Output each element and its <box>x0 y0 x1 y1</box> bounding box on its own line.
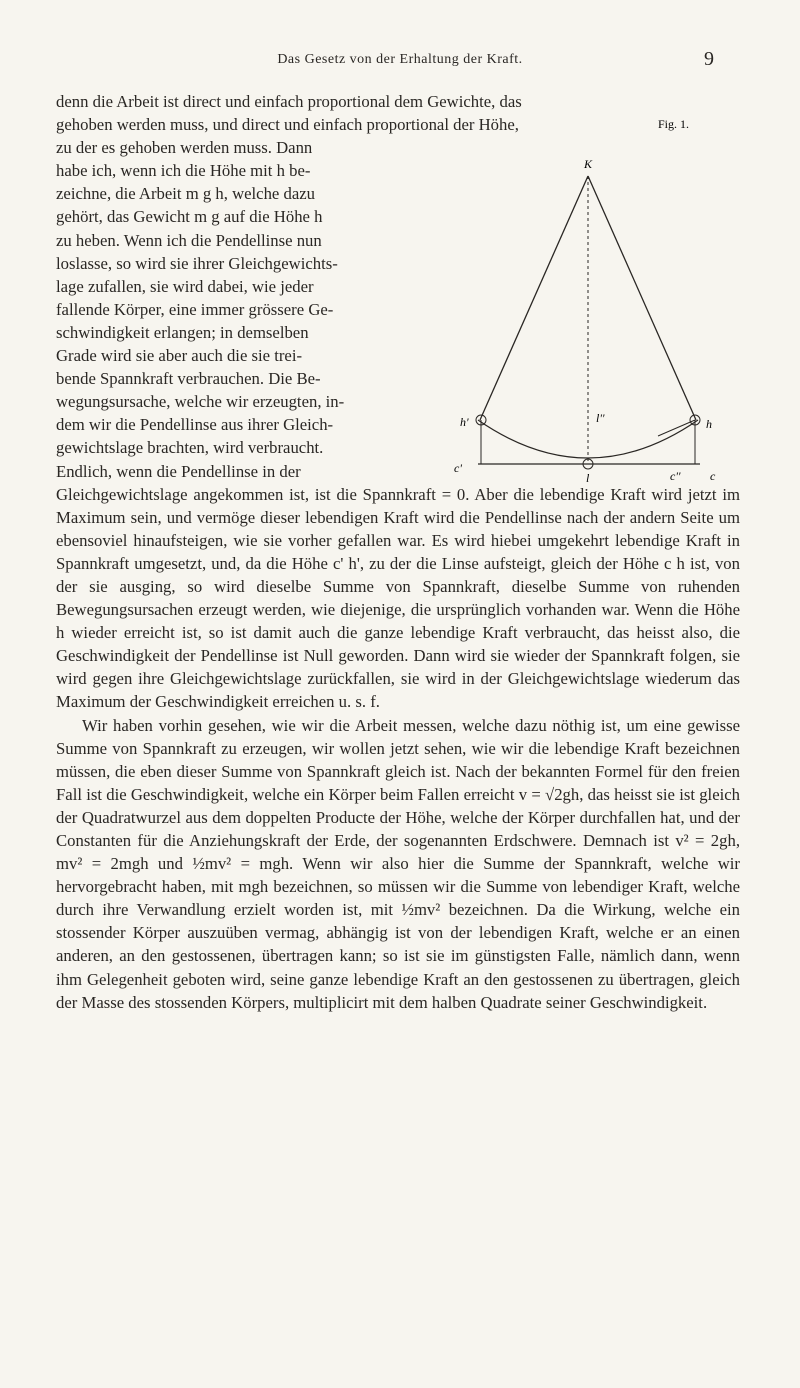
text-line: habe ich, wenn ich die Höhe mit h be- <box>56 161 311 181</box>
text-line: gehört, das Gewicht m g auf die Höhe h <box>56 207 323 227</box>
figure-caption: Fig. 1. <box>658 117 690 131</box>
text-line: loslasse, so wird sie ihrer Gleichgewichts- <box>56 253 338 273</box>
label-h: h <box>706 417 712 431</box>
pendulum-figure <box>448 117 748 508</box>
running-head <box>0 48 800 72</box>
pendulum-diagram <box>448 117 748 508</box>
text-line: denn die Arbeit ist direct und einfach proportional dem Gewichte, das <box>56 92 522 111</box>
paragraph-continuation: Gleichgewichtslage angekommen ist, ist die Spannkraft = 0. Aber die lebendige Kraft wird jetzt im Maximum sein, und vermöge dieser lebendigen Kraft wird die Pendellinse nach der andern Seite um ebensoviel hinaufsteigen, wie sie vorher gefallen war. Es wird hiebei umgekehrt lebendige Kraft in Spannkraft umgesetzt, und, da die Höhe c' h', zu der die Linse aufsteigt, gleich der Höhe c h ist, von der sie ausging, so wird dieselbe Summe von Spannkraft, dieselbe Summe von ruhenden Bewegungsursachen erzeugt werden, wie diejenige, die ursprünglich vorhanden war. Wenn die Höhe h wieder erreicht ist, so ist damit auch die ganze lebendige Kraft verbraucht, das heisst also, die Geschwindigkeit der Pendellinse ist Null geworden. Dann wird sie wieder der Spannkraft folgen, sie wird gegen ihre Gleichgewichtslage zurückfallen, sie wird in der Gleichgewichtslage wiederum das Maximum der Geschwindigkeit erreichen u. s. f. <box>56 484 740 712</box>
label-c-double-prime: c'' <box>670 469 681 483</box>
pendulum-string-right <box>588 176 696 420</box>
label-k: K <box>584 157 593 171</box>
text-line: bende Spannkraft verbrauchen. Die Be- <box>56 369 321 389</box>
text-line: lage zufallen, sie wird dabei, wie jeder <box>56 276 314 296</box>
label-l-double-prime: l'' <box>596 411 605 425</box>
text-line: Endlich, wenn die Pendellinse in der <box>56 461 301 481</box>
text-line: zu der es gehoben werden muss. Dann <box>56 138 313 158</box>
text-line: dem wir die Pendellinse aus ihrer Gleich- <box>56 415 334 435</box>
label-h-prime: h' <box>460 415 469 429</box>
label-c-prime: c' <box>454 461 462 475</box>
text-line: schwindigkeit erlangen; in demselben <box>56 322 309 342</box>
pendulum-string-left <box>480 176 588 420</box>
label-c: c <box>710 469 716 483</box>
label-l: l <box>586 471 590 485</box>
text-line: Grade wird sie aber auch die sie trei- <box>56 346 303 366</box>
text-line: zeichne, die Arbeit m g h, welche dazu <box>56 184 316 204</box>
paragraph: Wir haben vorhin gesehen, wie wir die Arbeit messen, welche dazu nöthig ist, um eine gewisse Summe von Spannkraft zu erzeugen, wir wollen jetzt sehen, wie wir die lebendige Kraft bezeichnen müssen, die eben dieser Summe von Spannkraft gleich ist. Nach der bekannten Formel für den freien Fall ist die Geschwindigkeit, welche ein Körper beim Fallen erreicht v = √2gh, das heisst sie ist gleich der Quadratwurzel aus dem doppelten Producte der Höhe, welche der Körper durchfallen hat, und der Constanten für die Anziehungskraft der Erde, der sogenannten Erdschwere. Demnach ist v² = 2gh, mv² = 2mgh und ½mv² = mgh. Wenn wir also hier die Summe der Spannkraft, welche wir hervorgebracht haben, mit mgh bezeichnen, so müssen wir die Summe von lebendiger Kraft, welche durch ihre Verwandlung erzielt worden ist, mit ½mv² bezeichnen. Da die Wirkung, welche ein stossender Körper auszuüben vermag, abhängig ist von der lebendigen Kraft, welche er an einen anderen, an den gestossenen, übertragen kann; so ist sie im günstigsten Falle, nämlich dann, wenn ihm Gelegenheit geboten wird, seine ganze lebendige Kraft an den gestossenen zu übertragen, gleich der Masse des stossenden Körpers, multiplicirt mit dem halben Quadrate seiner Geschwindigkeit. <box>56 715 740 1012</box>
text-line: wegungsursache, welche wir erzeugten, in- <box>56 392 345 412</box>
running-title: Das Gesetz von der Erhaltung der Kraft. <box>277 52 523 67</box>
text-line: gewichtslage brachten, wird verbraucht. <box>56 438 324 458</box>
text-line: zu heben. Wenn ich die Pendellinse nun <box>56 230 322 250</box>
text-line: gehoben werden muss, und direct und einfach proportional der Höhe, <box>56 115 519 135</box>
text-line: fallende Körper, eine immer grössere Ge- <box>56 299 334 319</box>
page-number: 9 <box>704 48 714 70</box>
